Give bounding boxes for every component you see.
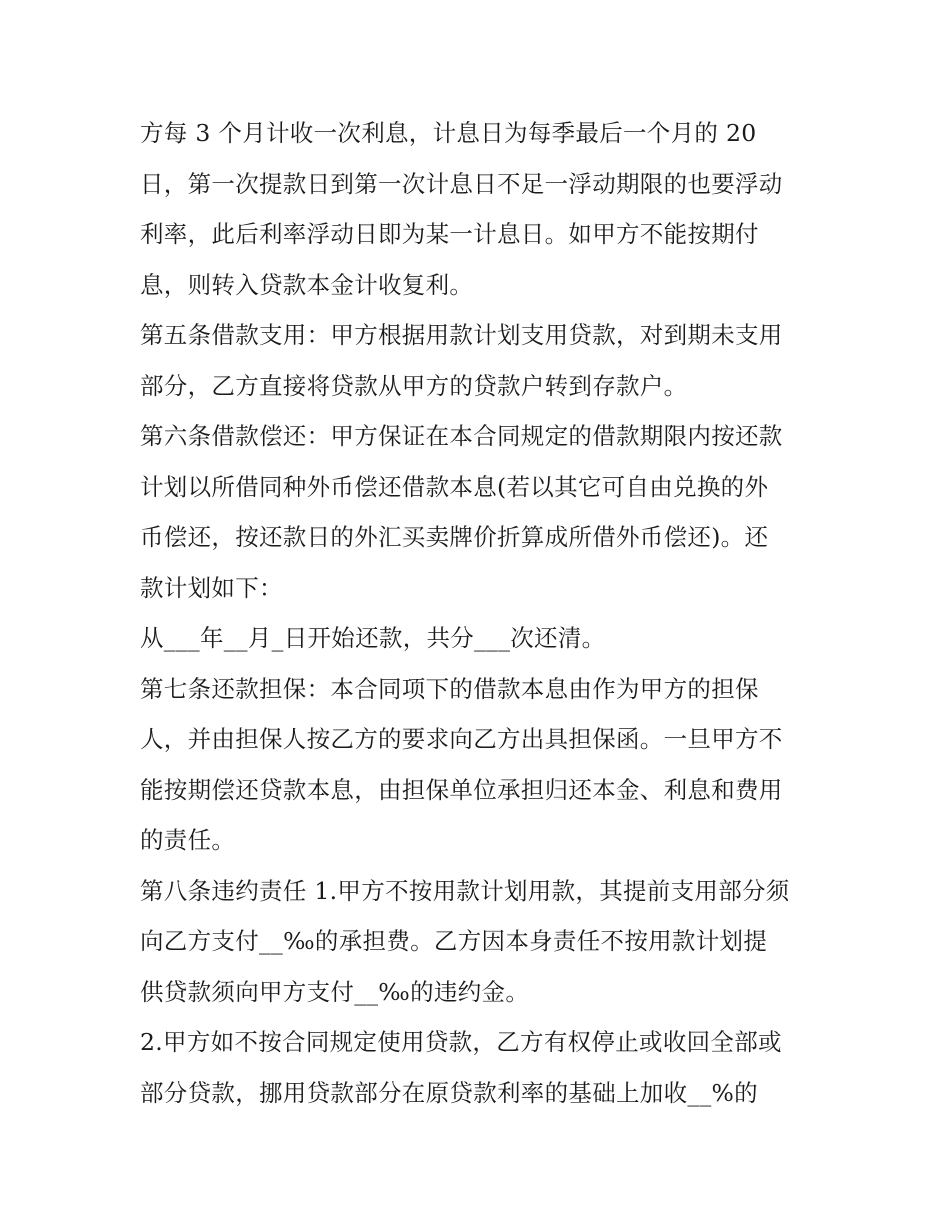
text-line: 的责任。 [140,826,236,854]
text-line: 第七条还款担保：本合同项下的借款本息由作为甲方的担保 [140,674,759,703]
text-line: 供贷款须向甲方支付__‰的违约金。 [140,977,530,1006]
text-line: 人，并由担保人按乙方的要求向乙方出具担保函。一旦甲方不 [140,725,783,753]
text-line: 部分贷款，挪用贷款部分在原贷款利率的基础上加收__%的 [140,1078,758,1107]
paragraph-article-8-breach [140,866,820,1018]
text-line: 息，则转入贷款本金计收复利。 [140,270,474,299]
text-line: 计划以所借同种外币偿还借款本息(若以其它可自由兑换的外 [140,472,769,501]
text-line: 利率，此后利率浮动日即为某一计息日。如甲方不能按期付 [140,220,759,248]
paragraph-article-7-guarantee [140,664,820,866]
text-line: 币偿还，按还款日的外汇买卖牌价折算成所借外币偿还)。还 [140,523,769,551]
text-line: 第六条借款偿还：甲方保证在本合同规定的借款期限内按还款 [140,422,783,450]
paragraph-article-5-loan-use [140,310,820,411]
text-line: 2.甲方如不按合同规定使用贷款，乙方有权停止或收回全部或 [140,1028,782,1056]
document-body [140,108,820,1118]
text-line: 款计划如下： [140,573,283,602]
paragraph-interest-calculation [140,108,820,310]
paragraph-article-6-repayment [140,411,820,613]
text-line: 第五条借款支用：甲方根据用款计划支用贷款，对到期未支用 [140,321,783,349]
text-line: 日，第一次提款日到第一次计息日不足一浮动期限的也要浮动 [140,169,783,198]
text-line: 方每 3 个月计收一次利息，计息日为每季最后一个月的 20 [140,119,757,147]
text-line: 第八条违约责任 1.甲方不按用款计划用款，其提前支用部分须 [140,876,790,905]
text-line: 向乙方支付__‰的承担费。乙方因本身责任不按用款计划提 [140,927,768,955]
paragraph-repayment-schedule [140,613,820,664]
text-line: 从___年__月_日开始还款，共分___次还清。 [140,624,606,652]
text-line: 能按期偿还贷款本息，由担保单位承担归还本金、利息和费用 [140,775,783,804]
text-line: 部分，乙方直接将贷款从甲方的贷款户转到存款户。 [140,371,688,400]
paragraph-article-8-item-2 [140,1017,820,1118]
